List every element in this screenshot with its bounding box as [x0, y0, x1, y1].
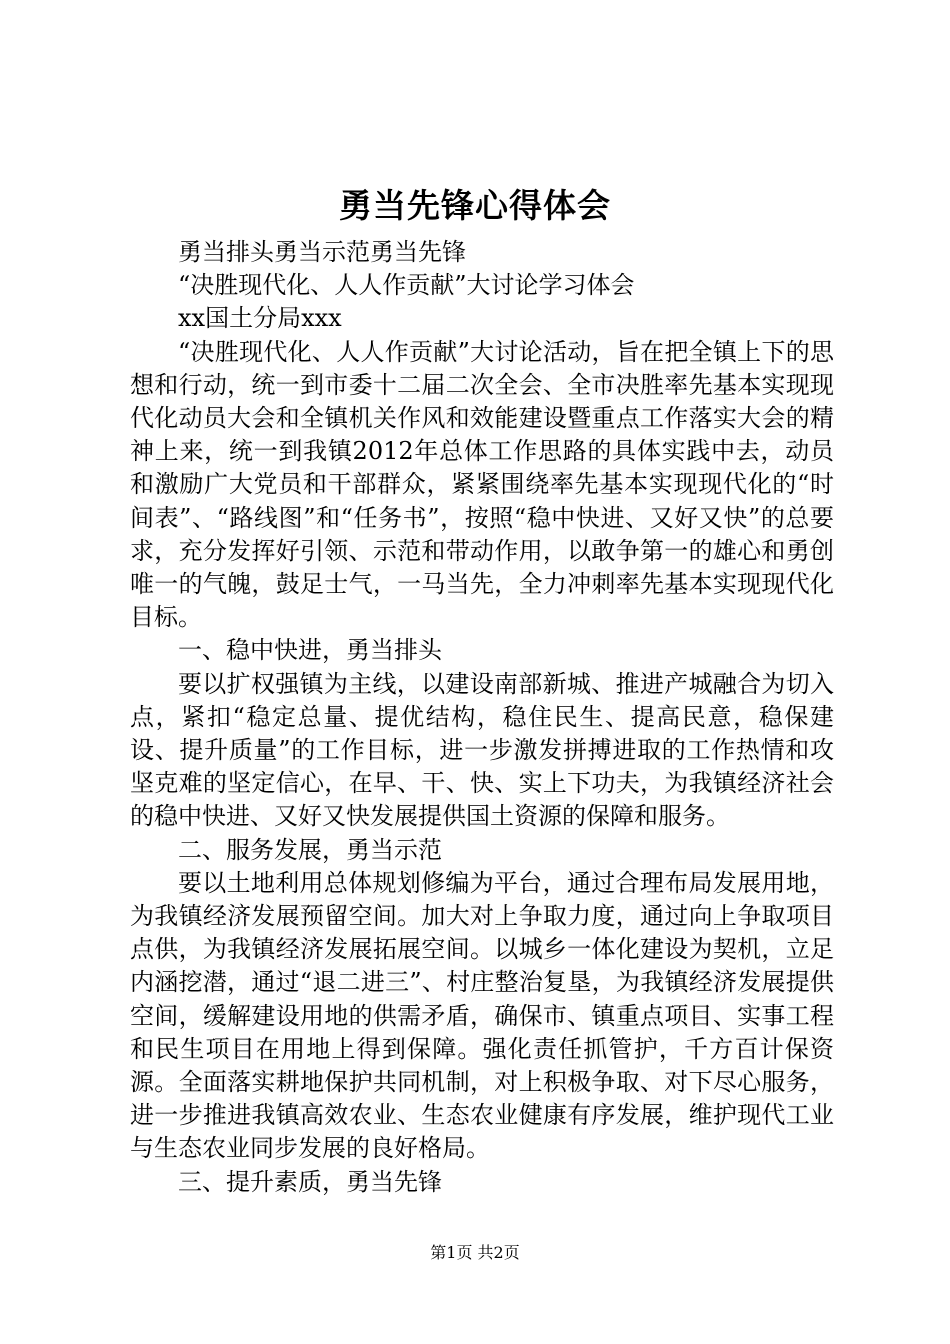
- subtitle-line: 勇当排头勇当示范勇当先锋: [178, 238, 466, 266]
- document-body: [130, 236, 834, 1199]
- author-line: xx国土分局xxx: [178, 304, 342, 333]
- section-heading: 一、稳中快进，勇当排头: [178, 636, 442, 665]
- page-footer: 第1页 共2页: [430, 1243, 520, 1262]
- section-heading: 二、服务发展，勇当示范: [178, 835, 442, 864]
- subtitle-line: “决胜现代化、人人作贡献”大讨论学习体会: [178, 271, 635, 300]
- body-paragraph: “决胜现代化、人人作贡献”大讨论活动，旨在把全镇上下的思想和行动，统一到市委十二届二次全会、全市决胜率先基本实现现代化动员大会和全镇机关作风和效能建设暨重点工作落实大会的精神上来，统一到我镇2012年总体工作思路的具体实践中去，动员和激励广大党员和干部群众，紧紧围绕率先基本实现现代化的“时间表”、“路线图”和“任务书”，按照“稳中快进、又好又快”的总要求，充分发挥好引领、示范和带动作用，以敢争第一的雄心和勇创唯一的气魄，鼓足士气，一马当先，全力冲刺率先基本实现现代化目标。: [130, 337, 834, 632]
- section-heading: 三、提升素质，勇当先锋: [178, 1167, 442, 1196]
- body-paragraph: 要以扩权强镇为主线，以建设南部新城、推进产城融合为切入点，紧扣“稳定总量、提优结构，稳住民生、提高民意，稳保建设、提升质量”的工作目标，进一步激发拼搏进取的工作热情和攻坚克难的坚定信心，在早、干、快、实上下功夫，为我镇经济社会的稳中快进、又好又快发展提供国土资源的保障和服务。: [130, 669, 834, 831]
- document-title: 勇当先锋心得体会: [339, 186, 611, 225]
- body-paragraph: 要以土地利用总体规划修编为平台，通过合理布局发展用地，为我镇经济发展预留空间。加大对上争取力度，通过向上争取项目点供，为我镇经济发展拓展空间。以城乡一体化建设为契机，立足内涵挖潜，通过“退二进三”、村庄整治复垦，为我镇经济发展提供空间，缓解建设用地的供需矛盾，确保市、镇重点项目、实事工程和民生项目在用地上得到保障。强化责任抓管护，千方百计保资源。全面落实耕地保护共同机制，对上积极争取、对下尽心服务，进一步推进我镇高效农业、生态农业健康有序发展，维护现代工业与生态农业同步发展的良好格局。: [130, 868, 834, 1163]
